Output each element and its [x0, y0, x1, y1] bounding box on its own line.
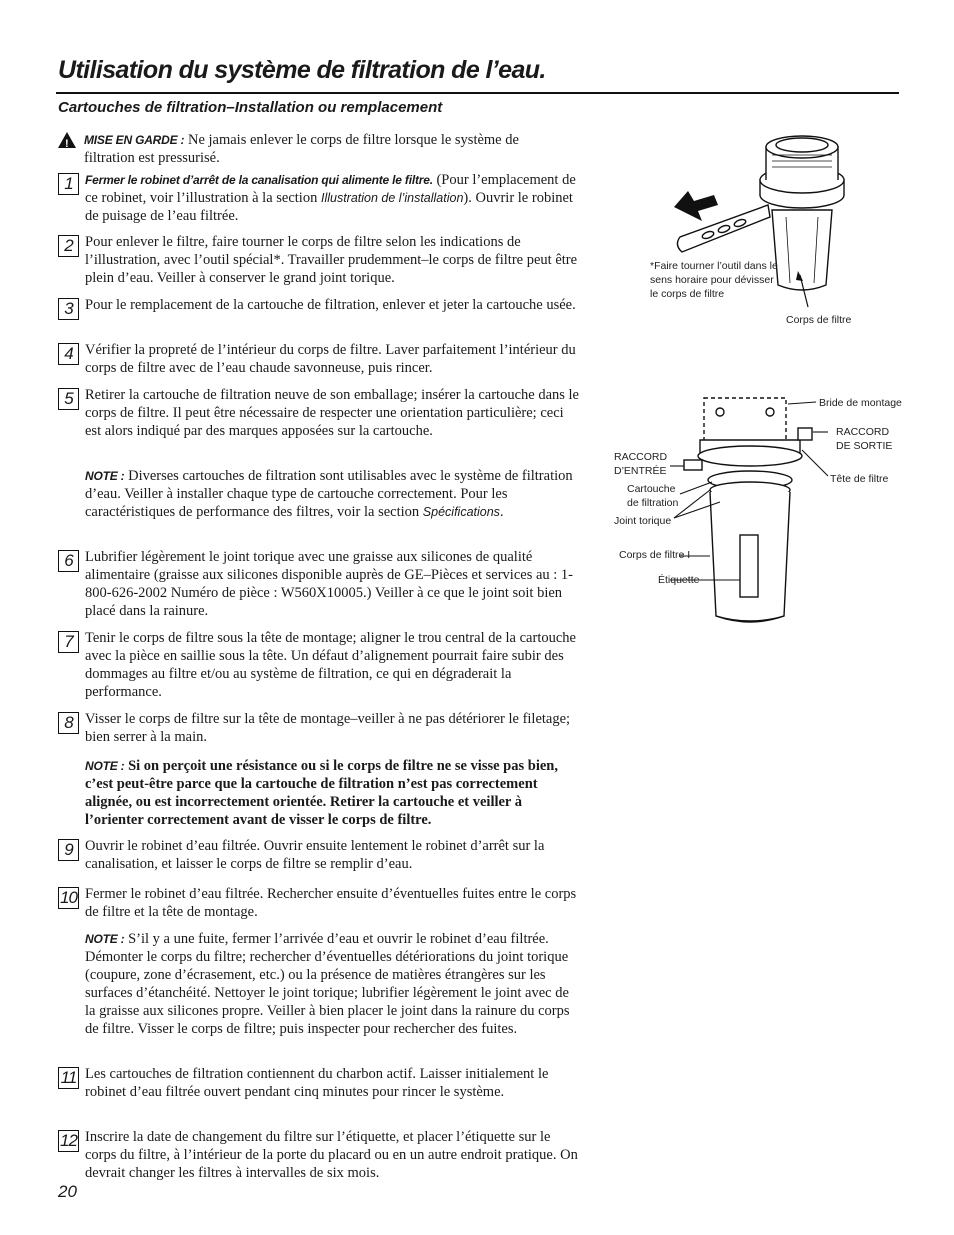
- outlet-label-1: RACCORD: [836, 426, 890, 438]
- step-text: Tenir le corps de filtre sous la tête de montage; aligner le trou central de la cartouche avec la pièce en saillie sous la tête. Un défaut d’alignement pourrait faire subir des dommages au filtre et/ou au système de filtration, ce qui en dégraderait la performance.: [85, 630, 576, 700]
- step-text: Retirer la cartouche de filtration neuve de son emballage; insérer la cartouche dans le corps de filtre. Il peut être nécessaire de respecter une orientation particulière; ceci est alors indiqué par des marques apposées sur la cartouche.: [85, 387, 579, 439]
- step-12: [58, 1128, 583, 1182]
- warning-text: MISE EN GARDE : Ne jamais enlever le corps de filtre lorsque le système de filtration est pressurisé.: [84, 132, 519, 166]
- inlet-label-2: D’ENTRÉE: [614, 465, 667, 477]
- housing-label: Corps de filtre I: [619, 549, 691, 561]
- step-number: 4: [58, 343, 79, 365]
- note-step-8: NOTE : Si on perçoit une résistance ou si le corps de filtre ne se visse pas bien, c’est peut-être parce que la cartouche de filtration n’est pas correctement alignée, ou est incorrectement orientée. Retirer la cartouche et veiller à l’orienter correctement avant de visser le corps de filtre.: [85, 758, 558, 828]
- step-text: Vérifier la propreté de l’intérieur du corps de filtre. Laver parfaitement l’intérieur du corps de filtre avec de l’eau chaude savonneuse, puis rincer.: [85, 342, 576, 376]
- tag-label: Étiquette: [658, 574, 700, 586]
- step-11: [58, 1065, 583, 1101]
- step-text: Pour enlever le filtre, faire tourner le corps de filtre selon les indications de l’illustration, avec l’outil spécial*. Travailler prudemment–le corps de filtre peut être plein d’eau. Veiller à conserver le grand joint torique.: [85, 234, 578, 286]
- warning-block: [58, 131, 538, 167]
- step-7: [58, 629, 583, 701]
- title-rule: [56, 92, 899, 94]
- inlet-label-1: RACCORD: [614, 451, 668, 463]
- step-number: 12: [58, 1130, 79, 1152]
- step-text: Pour le remplacement de la cartouche de filtration, enlever et jeter la cartouche usée.: [85, 297, 576, 313]
- step-number: 10: [58, 887, 79, 909]
- step-number: 2: [58, 235, 79, 257]
- step-text: Inscrire la date de changement du filtre sur l’étiquette, et placer l’étiquette sur le corps du filtre, à l’intérieur de la porte du placard ou en un autre endroit pratique. On devrait changer les filtres à intervalles de six mois.: [85, 1129, 578, 1181]
- step-5: [58, 386, 583, 440]
- page-title: Utilisation du système de filtration de l’eau.: [58, 56, 546, 84]
- step-2: [58, 233, 583, 287]
- step-text: Ouvrir le robinet d’eau filtrée. Ouvrir ensuite lentement le robinet d’arrêt sur la canalisation, et laisser le corps de filtre se remplir d’eau.: [85, 838, 545, 872]
- step-10: [58, 885, 583, 921]
- step-number: 11: [58, 1067, 79, 1089]
- note-label: NOTE :: [85, 759, 125, 773]
- mounting-bracket-label: Bride de montage: [819, 397, 902, 409]
- step-text: Fermer le robinet d’arrêt de la canalisation qui alimente le filtre. (Pour l’emplacement de ce robinet, voir l’illustration à la section Illustration de l’installation). Ouvrir le robinet de puisage de l’eau filtrée.: [85, 172, 576, 224]
- step-4: [58, 341, 583, 377]
- step-number: 8: [58, 712, 79, 734]
- note-label: NOTE :: [85, 932, 125, 946]
- note-label: NOTE :: [85, 469, 125, 483]
- outlet-label-2: DE SORTIE: [836, 440, 893, 452]
- filter-assembly-illustration: [670, 390, 830, 640]
- step-6: [58, 548, 583, 620]
- step-3: [58, 296, 583, 318]
- housing-caption: Corps de filtre: [786, 314, 852, 326]
- step-text: Visser le corps de filtre sur la tête de montage–veiller à ne pas détériorer le filetage; bien serrer à la main.: [85, 711, 571, 745]
- step-number: 7: [58, 631, 79, 653]
- page-number: 20: [58, 1182, 77, 1201]
- note-step-5: NOTE : Diverses cartouches de filtration sont utilisables avec le système de filtration d’eau. Veiller à installer chaque type de cartouche correctement. Pour les caractéristiques de performance des filtres, voir la section Spécifications.: [85, 468, 573, 520]
- step-text: Fermer le robinet d’eau filtrée. Rechercher ensuite d’éventuelles fuites entre le corps de filtre et la tête de montage.: [85, 886, 577, 920]
- warning-triangle-icon: !: [58, 132, 76, 148]
- step-1: [58, 171, 583, 225]
- step-8: [58, 710, 583, 746]
- o-ring-label: Joint torique: [614, 515, 672, 527]
- step-text: Les cartouches de filtration contiennent du charbon actif. Laisser initialement le robinet d’eau filtrée ouvert pendant cinq minutes pour rincer le système.: [85, 1066, 549, 1100]
- step-number: 3: [58, 298, 79, 320]
- step-number: 9: [58, 839, 79, 861]
- cartridge-label-1: Cartouche: [627, 483, 676, 495]
- tool-caption: *Faire tourner l’outil dans le sens horaire pour dévisser le corps de filtre: [650, 260, 778, 300]
- step-text: Lubrifier légèrement le joint torique avec une graisse aux silicones de qualité alimentaire (graisse aux silicones disponible auprès de GE–Pièces et services au : 1-800-626-2002 Numéro de pièce : W560X10005.) Veiller à ce que le joint soit bien placé dans la rainure.: [85, 549, 574, 619]
- step-9: [58, 837, 583, 873]
- warning-label: MISE EN GARDE :: [84, 133, 185, 147]
- step-number: 5: [58, 388, 79, 410]
- note-step-10: NOTE : S’il y a une fuite, fermer l’arrivée d’eau et ouvrir le robinet d’eau filtrée. Démonter le corps du filtre; rechercher d’éventuelles détériorations du joint torique (coupure, zone d’écrasement, etc.) ou la présence de matières étrangères sur les surfaces d’étanchéité. Nettoyer le joint torique; lubrifier légèrement le joint avec de la graisse aux silicones propre. Veiller à bien placer le joint dans la rainure du corps de filtre. Visser le corps de filtre; puis inspecter pour rechercher des fuites.: [85, 931, 570, 1037]
- cartridge-label-2: de filtration: [627, 497, 679, 509]
- step-number: 6: [58, 550, 79, 572]
- section-title: Cartouches de filtration–Installation ou remplacement: [58, 99, 443, 116]
- step-number: 1: [58, 173, 79, 195]
- filter-head-label: Tête de filtre: [830, 473, 889, 485]
